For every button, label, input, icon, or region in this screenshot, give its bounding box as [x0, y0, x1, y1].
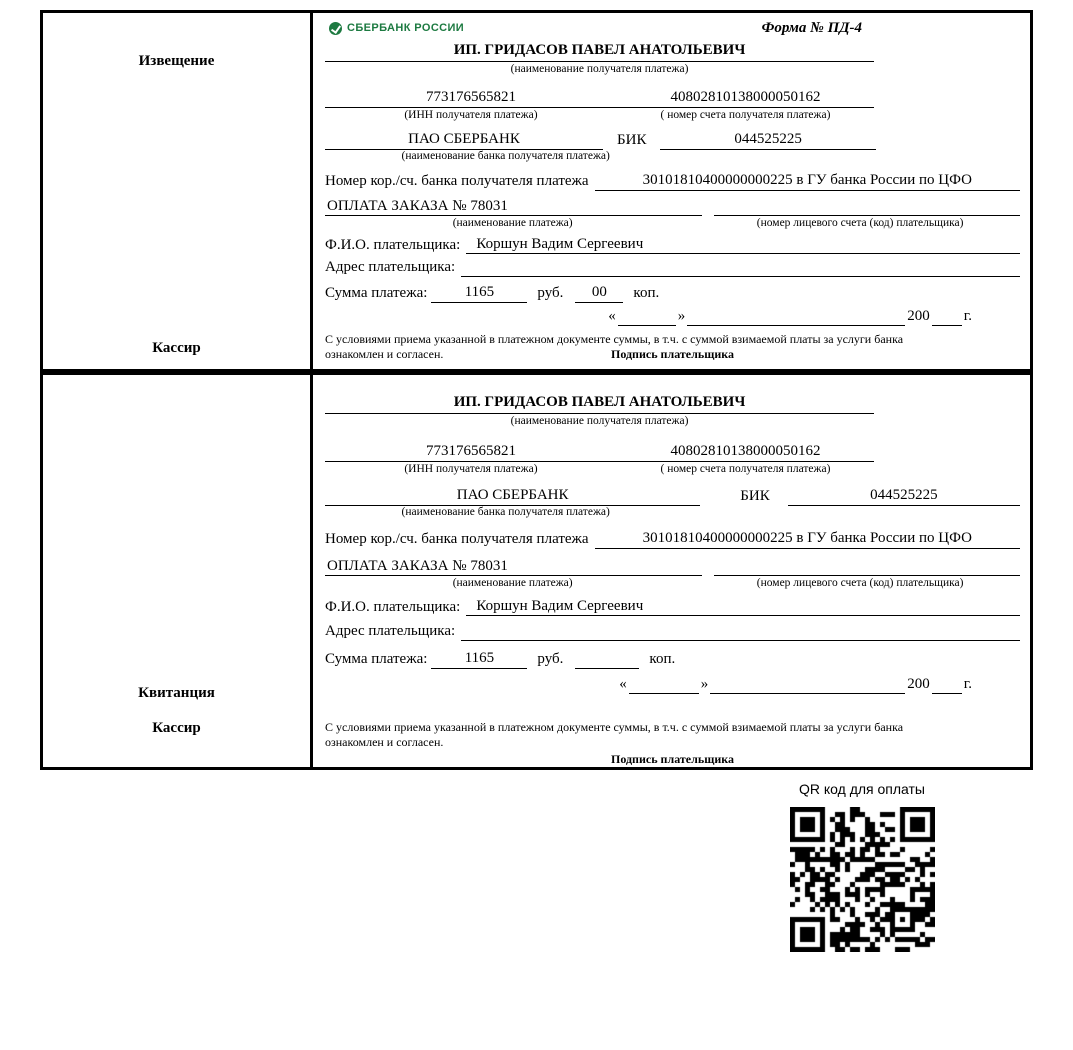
payer-name-row	[325, 597, 1020, 617]
purpose-captions-row	[325, 217, 1020, 230]
rub-label: руб.	[537, 285, 564, 302]
receipt-side-column	[43, 375, 313, 767]
corr-value: 30101810400000000225 в ГУ банка России по ЦФО	[595, 171, 1020, 191]
purpose-captions-row	[325, 577, 1020, 590]
date-row	[325, 675, 1020, 694]
inn-caption: (ИНН получателя платежа)	[404, 108, 538, 121]
year-prefix: 200	[907, 307, 930, 324]
notice-label: Извещение	[138, 53, 215, 69]
notice-header-row	[325, 19, 1020, 41]
payment-purpose-value: ОПЛАТА ЗАКАЗА № 78031	[325, 197, 702, 217]
payer-name-label: Ф.И.О. плательщика:	[325, 236, 461, 253]
payer-address-value	[461, 276, 1020, 277]
sum-row	[325, 283, 1020, 303]
bank-name-value: ПАО СБЕРБАНК	[325, 130, 603, 150]
receipt-label: Квитанция	[138, 685, 215, 701]
terms-line2-row	[325, 347, 1020, 362]
notice-cashier-label: Кассир	[152, 340, 201, 356]
payer-address-label: Адрес плательщика:	[325, 259, 456, 276]
payer-address-row	[325, 258, 1020, 277]
quote-open: «	[619, 675, 627, 692]
payer-code-line	[714, 215, 1020, 216]
notice-form	[313, 13, 1030, 369]
inn-value: 773176565821	[325, 442, 617, 462]
sberbank-logo-text: СБЕРБАНК РОССИИ	[347, 22, 465, 34]
corr-label: Номер кор./сч. банка получателя платежа	[325, 172, 589, 189]
payment-purpose-value: ОПЛАТА ЗАКАЗА № 78031	[325, 557, 702, 577]
date-row	[325, 307, 1020, 326]
receipt-form	[313, 375, 1030, 767]
bik-label: БИК	[740, 487, 770, 504]
inn-account-row	[325, 442, 1020, 462]
year-line	[932, 325, 962, 326]
inn-caption: (ИНН получателя платежа)	[404, 462, 538, 475]
quote-close: »	[700, 675, 709, 692]
account-caption: ( номер счета получателя платежа)	[660, 108, 831, 121]
bank-caption: (наименование банка получателя платежа)	[401, 505, 610, 518]
payment-purpose-row	[325, 557, 1020, 577]
payer-address-label: Адрес плательщика:	[325, 623, 456, 640]
bank-row	[325, 486, 1020, 506]
corr-account-row	[325, 171, 1020, 191]
terms-line2: ознакомлен и согласен.	[325, 346, 444, 361]
sberbank-logo-icon	[329, 22, 342, 35]
amount-kop-blank-line	[575, 668, 639, 669]
notice-side-column	[43, 13, 313, 369]
rub-label: руб.	[537, 651, 564, 668]
terms-line1: С условиями приема указанной в платежном документе суммы, в т.ч. с суммой взимаемой платы за услуги банка	[325, 719, 904, 734]
recipient-name: ИП. ГРИДАСОВ ПАВЕЛ АНАТОЛЬЕВИЧ	[325, 41, 874, 62]
corr-value: 30101810400000000225 в ГУ банка России по ЦФО	[595, 529, 1020, 549]
terms-line2: ознакомлен и согласен.	[325, 734, 444, 749]
bik-label: БИК	[617, 131, 647, 148]
bik-value: 044525225	[660, 130, 875, 150]
payer-name-value: Коршун Вадим Сергеевич	[466, 597, 1020, 617]
inn-account-captions	[325, 463, 1020, 476]
bik-value: 044525225	[788, 486, 1020, 506]
date-month-line	[687, 325, 905, 326]
payer-code-caption: (номер лицевого счета (код) плательщика)	[756, 217, 964, 230]
payer-name-row	[325, 235, 1020, 255]
signature-label: Подпись плательщика	[611, 346, 734, 361]
sum-label: Сумма платежа:	[325, 285, 428, 302]
inn-account-captions	[325, 109, 1020, 122]
amount-rub-value: 1165	[431, 283, 527, 303]
inn-value: 773176565821	[325, 88, 617, 108]
date-month-line	[710, 693, 905, 694]
recipient-name: ИП. ГРИДАСОВ ПАВЕЛ АНАТОЛЬЕВИЧ	[325, 393, 874, 414]
notice-section	[40, 10, 1033, 372]
inn-account-row	[325, 88, 1020, 108]
qr-caption: QR код для оплаты	[798, 781, 925, 797]
payer-address-row	[325, 622, 1020, 641]
form-number: Форма № ПД-4	[761, 20, 862, 36]
recipient-caption: (наименование получателя платежа)	[510, 414, 689, 427]
quote-close: »	[677, 307, 686, 324]
date-day-line	[629, 693, 699, 694]
signature-label: Подпись плательщика	[611, 751, 734, 766]
year-line	[932, 693, 962, 694]
account-value: 40802810138000050162	[617, 442, 874, 462]
payment-caption: (наименование платежа)	[452, 217, 573, 230]
payer-name-label: Ф.И.О. плательщика:	[325, 598, 461, 615]
amount-kop-value: 00	[575, 283, 623, 303]
sum-label: Сумма платежа:	[325, 651, 428, 668]
payer-name-value: Коршун Вадим Сергеевич	[466, 235, 1020, 255]
account-value: 40802810138000050162	[617, 88, 874, 108]
payment-caption: (наименование платежа)	[452, 577, 573, 590]
receipt-section	[40, 372, 1033, 770]
payer-code-caption: (номер лицевого счета (код) плательщика)	[756, 577, 964, 590]
payer-code-line	[714, 575, 1020, 576]
receipt-cashier-label: Кассир	[152, 720, 201, 736]
payer-address-value	[461, 640, 1020, 641]
date-day-line	[618, 325, 676, 326]
kop-label: коп.	[649, 651, 676, 668]
quote-open: «	[608, 307, 616, 324]
qr-code	[790, 807, 935, 952]
payment-purpose-row	[325, 197, 1020, 217]
terms-line1: С условиями приема указанной в платежном документе суммы, в т.ч. с суммой взимаемой платы за услуги банка	[325, 331, 904, 346]
recipient-caption: (наименование получателя платежа)	[510, 62, 689, 75]
amount-rub-value: 1165	[431, 649, 527, 669]
corr-label: Номер кор./сч. банка получателя платежа	[325, 530, 589, 547]
bank-caption: (наименование банка получателя платежа)	[401, 149, 610, 162]
account-caption: ( номер счета получателя платежа)	[660, 462, 831, 475]
qr-block	[789, 781, 935, 952]
year-suffix: г.	[963, 307, 972, 324]
sberbank-logo	[329, 22, 464, 36]
bank-name-value: ПАО СБЕРБАНК	[325, 486, 700, 506]
corr-account-row	[325, 529, 1020, 549]
year-prefix: 200	[907, 675, 930, 692]
kop-label: коп.	[633, 285, 660, 302]
bank-row	[325, 130, 1020, 150]
year-suffix: г.	[963, 675, 972, 692]
sum-row	[325, 649, 1020, 669]
